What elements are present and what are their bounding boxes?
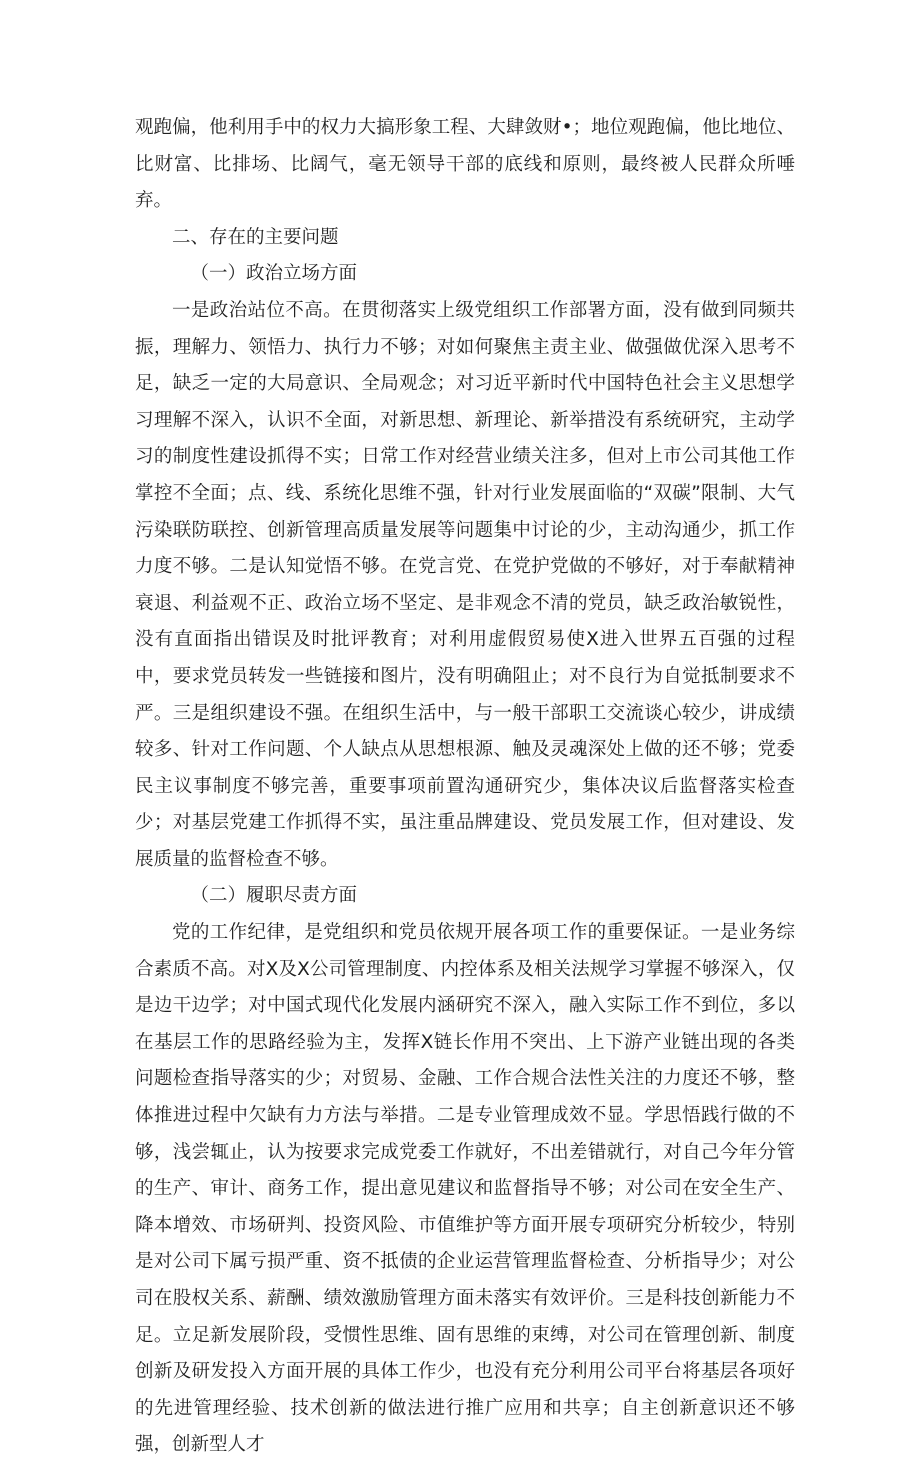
document-body — [135, 110, 795, 1464]
paragraph-political-stance: 一是政治站位不高。在贯彻落实上级党组织工作部署方面，没有做到同频共振，理解力、领悟力、执行力不够；对如何聚焦主责主业、做强做优深入思考不足，缺乏一定的大局意识、全局观念；对习近平新时代中国特色社会主义思想学习理解不深入，认识不全面，对新思想、新理论、新举措没有系统研究，主动学习的制度性建设抓得不实；日常工作对经营业绩关注多，但对上市公司其他工作掌控不全面；点、线、系统化思维不强，针对行业发展面临的“双碳”限制、大气污染联防联控、创新管理高质量发展等问题集中讨论的少，主动沟通少，抓工作力度不够。二是认知觉悟不够。在党言党、在党护党做的不够好，对于奉献精神衰退、利益观不正、政治立场不坚定、是非观念不清的党员，缺乏政治敏锐性，没有直面指出错误及时批评教育；对利用虚假贸易使X进入世界五百强的过程中，要求党员转发一些链接和图片，没有明确阻止；对不良行为自觉抵制要求不严。三是组织建设不强。在组织生活中，与一般干部职工交流谈心较少，讲成绩较多、针对工作问题、个人缺点从思想根源、触及灵魂深处上做的还不够；党委民主议事制度不够完善，重要事项前置沟通研究少，集体决议后监督落实检查少；对基层党建工作抓得不实，虽注重品牌建设、党员发展工作，但对建设、发展质量的监督检查不够。 — [135, 299, 795, 870]
paragraph-continuation: 观跑偏，他利用手中的权力大搞形象工程、大肆敛财•；地位观跑偏，他比地位、比财富、比排场、比阔气，毫无领导干部的底线和原则，最终被人民群众所唾弃。 — [135, 117, 795, 212]
subsection-heading-political-stance: （一）政治立场方面 — [190, 263, 358, 285]
section-heading-main-problems: 二、存在的主要问题 — [172, 226, 339, 248]
subsection-heading-duty-performance: （二）履职尽责方面 — [190, 885, 358, 907]
paragraph-duty-performance: 党的工作纪律，是党组织和党员依规开展各项工作的重要保证。一是业务综合素质不高。对X及X公司管理制度、内控体系及相关法规学习掌握不够深入，仅是边干边学；对中国式现代化发展内涵研究不深入，融入实际工作不到位，多以在基层工作的思路经验为主，发挥X链长作用不突出、上下游产业链出现的各类问题检查指导落实的少；对贸易、金融、工作合规合法性关注的力度还不够，整体推进过程中欠缺有力方法与举措。二是专业管理成效不显。学思悟践行做的不够，浅尝辄止，认为按要求完成党委工作就好，不出差错就行，对自己今年分管的生产、审计、商务工作，提出意见建议和监督指导不够；对公司在安全生产、降本增效、市场研判、投资风险、市值维护等方面开展专项研究分析较少，特别是对公司下属亏损严重、资不抵债的企业运营管理监督检查、分析指导少；对公司在股权关系、薪酬、绩效激励管理方面未落实有效评价。三是科技创新能力不足。立足新发展阶段，受惯性思维、固有思维的束缚，对公司在管理创新、制度创新及研发投入方面开展的具体工作少，也没有充分利用公司平台将基层各项好的先进管理经验、技术创新的做法进行推广应用和共享；自主创新意识还不够强，创新型人才 — [135, 922, 795, 1456]
